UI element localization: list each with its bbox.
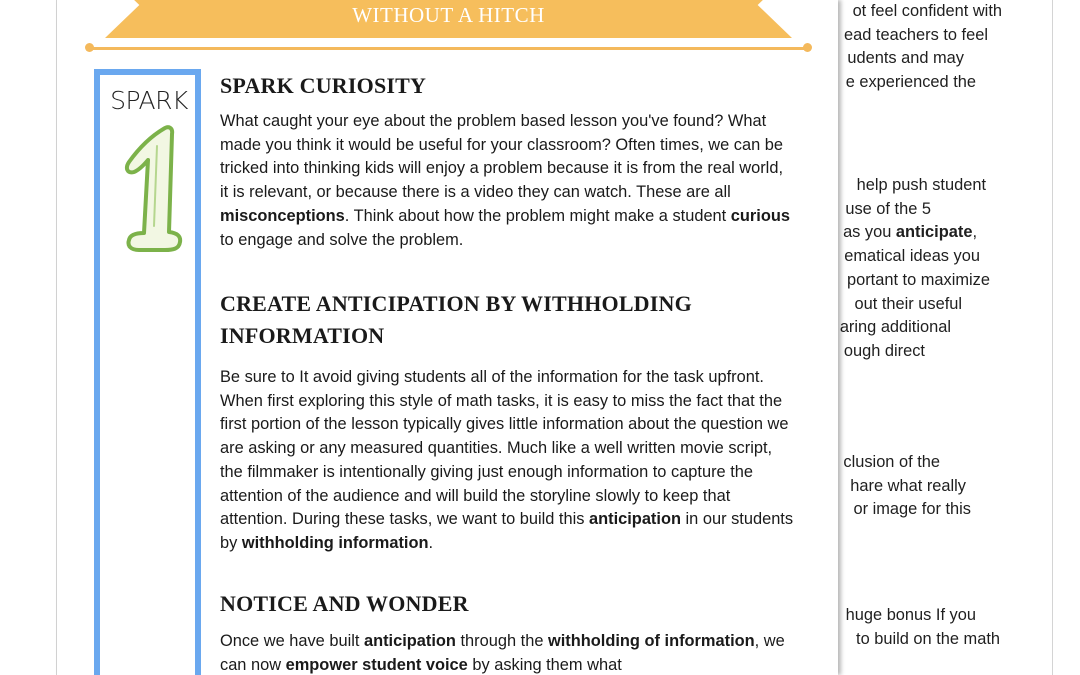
back-text-line: ough direct: [843, 341, 925, 360]
section-notice-and-wonder: [220, 588, 795, 675]
spark-label: SPARK: [110, 86, 188, 115]
banner-rule: [90, 47, 808, 50]
back-text-line: ot feel confident with: [852, 2, 1002, 20]
back-text-line: hare what really: [850, 476, 966, 495]
back-text-line: as you anticipate,: [843, 223, 977, 242]
back-text-line: help push student: [856, 176, 986, 194]
paragraph-spark-curiosity: What caught your eye about the problem based lesson you've found? What made you think it would be useful for your classroom? Often times, we can be tricked into thinking kids will enjoy a problem because it is from the real world, it is relevant, or because there is a video they can watch. These are all misconceptions. Think about how the problem might make a student curious to engage and solve the problem.: [220, 112, 790, 249]
section-spark-curiosity: [220, 70, 795, 252]
back-text-line: out their useful: [854, 294, 962, 313]
page-edge-right: [1052, 0, 1053, 675]
back-text-line: udents and may: [847, 49, 964, 68]
back-text-line: to build on the math: [856, 629, 1000, 648]
back-text-line: or image for this: [853, 500, 971, 519]
back-text-line: portant to maximize: [846, 270, 990, 289]
heading-notice-and-wonder: NOTICE AND WONDER: [220, 591, 469, 616]
back-text-line: clusion of the: [843, 453, 940, 471]
back-text-line: huge bonus If you: [845, 606, 976, 624]
rule-dot-right: [803, 43, 812, 52]
heading-create-anticipation: CREATE ANTICIPATION BY WITHHOLDING INFORMATION: [220, 291, 692, 348]
back-text-line: e experienced the: [845, 73, 976, 92]
back-text-line: ead teachers to feel: [844, 25, 988, 44]
front-page: [57, 0, 838, 675]
paragraph-create-anticipation: Be sure to It avoid giving students all of the information for the task upfront. When first exploring this style of math tasks, it is easy to miss the fact that the first portion of the lesson typically gives little information about the question we are asking or any measured quantities. Much like a well written movie script, the filmmaker is intentionally giving just enough information to capture the attention of the audience and will build the storyline slowly to keep that attention. During these tasks, we want to build this anticipation in our students by withholding information.: [220, 368, 794, 552]
rule-dot-left: [85, 43, 94, 52]
paragraph-notice-and-wonder: Once we have built anticipation through the withholding of information, we can now empower student voice by asking them what: [220, 632, 785, 674]
number-one-icon: [117, 122, 187, 257]
banner-title: WITHOUT A HITCH: [352, 3, 545, 27]
back-text-line: ematical ideas you: [844, 247, 980, 266]
back-text-line: aring additional: [839, 318, 951, 337]
heading-spark-curiosity: SPARK CURIOSITY: [220, 73, 427, 98]
section-create-anticipation: [220, 288, 795, 556]
back-text-line: use of the 5: [845, 199, 931, 218]
